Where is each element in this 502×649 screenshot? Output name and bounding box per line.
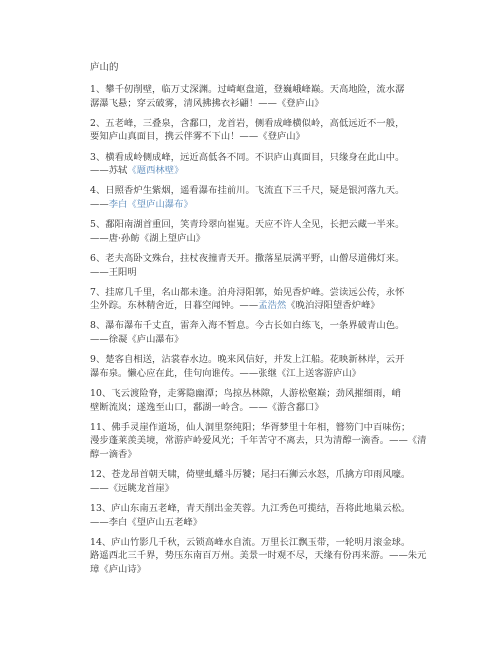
- paragraph-line: [90, 536, 430, 550]
- poem-text: ——徐凝《庐山瀑布》: [90, 334, 184, 346]
- poem-paragraph: [90, 83, 430, 110]
- poem-text: ——苏轼: [90, 165, 128, 177]
- paragraph-line: [90, 563, 430, 577]
- poem-source-link[interactable]: 《题西林壁》: [127, 165, 184, 177]
- poem-source-link[interactable]: 李白《望庐山瀑布》: [108, 198, 193, 210]
- poem-paragraph: [90, 468, 430, 495]
- poem-text: 瀑布泉。懒心应在此，佳句向谁传。——张继《江上送客游庐山》: [90, 367, 362, 379]
- paragraph-line: [90, 516, 430, 530]
- paragraph-line: [90, 448, 430, 462]
- paragraph-line: [90, 367, 430, 381]
- poem-text: 璋《庐山诗》: [90, 563, 147, 575]
- paragraph-line: [90, 266, 430, 280]
- paragraph-line: [90, 151, 430, 165]
- poem-paragraph: [90, 353, 430, 380]
- poem-text: 10、飞云渡险脊，走雾隐幽潭；鸟掠丛林隙，人游松壑巅；劲风摧细雨，峭: [90, 388, 402, 400]
- paragraph-line: [90, 164, 430, 178]
- paragraph-line: [90, 401, 430, 415]
- poem-text: 潺瀑飞悬；穿云破雾，清风拂拂衣衫翩！——《登庐山》: [90, 97, 324, 109]
- poem-paragraph: [90, 286, 430, 313]
- paragraph-line: [90, 286, 430, 300]
- paragraph-line: [90, 198, 430, 212]
- paragraph-line: [90, 434, 430, 448]
- poem-paragraph: [90, 184, 430, 211]
- paragraph-line: [90, 97, 430, 111]
- poem-text: 6、老夫高卧文殊台，拄杖夜撞青天开。撒落星辰满平野，山僧尽道佛灯来。: [90, 252, 405, 264]
- poem-text: 7、挂席几千里，名山都未逢。泊舟浔阳郭，始见香炉峰。尝读远公传，永怀: [90, 286, 405, 298]
- poem-paragraph: [90, 421, 430, 462]
- poem-text: 13、庐山东南五老峰，青天削出金芙蓉。九江秀色可揽结，吾将此地巢云松。: [90, 502, 411, 514]
- poem-text: 9、楚客自相送，沾裳春水边。晚来风信好，并发上江船。花映新林岸，云开: [90, 354, 405, 366]
- paragraph-line: [90, 333, 430, 347]
- paragraph-line: [90, 83, 430, 97]
- poem-paragraph: [90, 218, 430, 245]
- paragraph-line: [90, 117, 430, 131]
- poem-text: ——李白《望庐山五老峰》: [90, 516, 203, 528]
- paragraph-line: [90, 299, 430, 313]
- poem-text: 8、瀑布瀑布千丈直，雷奔入海不暂息。今古长如白练飞，一条界破青山色。: [90, 320, 405, 332]
- poem-text: 11、佛手灵崖作道场，仙人洞里祭纯阳；华胥梦里十年相，簪笏门中百味伤；: [90, 421, 411, 433]
- poem-paragraph: [90, 387, 430, 414]
- paragraph-line: [90, 549, 430, 563]
- paragraph-line: [90, 130, 430, 144]
- paragraph-line: [90, 319, 430, 333]
- paragraph-line: [90, 184, 430, 198]
- poem-text: 2、五老峰，三叠泉，含鄱口，龙首岩，侧看成峰横似岭，高低远近不一般，: [90, 117, 405, 129]
- paragraph-line: [90, 468, 430, 482]
- paragraph-line: [90, 232, 430, 246]
- paragraph-line: [90, 502, 430, 516]
- paragraph-line: [90, 482, 430, 496]
- poem-source-link[interactable]: 孟浩然: [258, 300, 287, 312]
- poem-text: 路遥西北三千界，势压东南百万州。美景一时观不尽，天缘有份再来游。——朱元: [90, 550, 427, 562]
- poem-text: 5、鄱阳南湖首重回，笑青玲翠向崔嵬。天应不许人全见，长把云藏一半来。: [90, 219, 405, 231]
- poem-text: ——《远眺龙首崖》: [90, 482, 175, 494]
- poem-text: ——唐·孙鲂《湖上望庐山》: [90, 232, 206, 244]
- poem-text: 《晚泊浔阳望香炉峰》: [286, 300, 380, 312]
- poem-text: ——: [90, 198, 109, 210]
- document-title: 庐山的: [90, 62, 119, 73]
- poem-text: 14、庐山竹影几千秋，云锁高峰水自流。万里长江飘玉带，一轮明月滚金球。: [90, 536, 411, 548]
- poem-text: 尘外踪。东林精舍近，日暮空闻钟。——: [90, 300, 259, 312]
- poem-text: 4、日照香炉生紫烟，遥看瀑布挂前川。飞流直下三千尺，疑是银河落九天。: [90, 185, 405, 197]
- document-page: [90, 62, 430, 583]
- paragraph-line: [90, 218, 430, 232]
- poem-text: 漫步蓬莱羡美境，常游庐岭爱风光；千年苦守不离去，只为清醇一滴香。——《清: [90, 435, 427, 447]
- poem-text: 12、苍龙昂首朝天啸，倚壁虬蟠斗厉饕；尾扫石狮云水怒，爪擒方印雨风嚎。: [90, 469, 411, 481]
- poem-paragraph: [90, 252, 430, 279]
- poem-text: ——王阳明: [90, 266, 137, 278]
- paragraph-line: [90, 252, 430, 266]
- poem-text: 1、攀千仞削壁，临万丈深渊。过崎岖盘道，登巍峨峰巅。天高地险，流水潺: [90, 84, 405, 95]
- poem-list: [90, 83, 430, 577]
- paragraph-line: [90, 353, 430, 367]
- poem-text: 壁断流岚；遂逸至山口，鄱湖一岭含。——《游含鄱口》: [90, 401, 324, 413]
- poem-text: 醇一滴香》: [90, 449, 137, 460]
- paragraph-line: [90, 387, 430, 401]
- paragraph-line: [90, 421, 430, 435]
- poem-paragraph: [90, 151, 430, 178]
- poem-paragraph: [90, 319, 430, 346]
- poem-text: 3、横看成岭侧成峰，远近高低各不同。不识庐山真面目，只缘身在此山中。: [90, 151, 405, 163]
- poem-paragraph: [90, 502, 430, 529]
- poem-paragraph: [90, 117, 430, 144]
- poem-text: 要知庐山真面目，携云伴雾不下山！——《登庐山》: [90, 131, 305, 143]
- poem-paragraph: [90, 536, 430, 577]
